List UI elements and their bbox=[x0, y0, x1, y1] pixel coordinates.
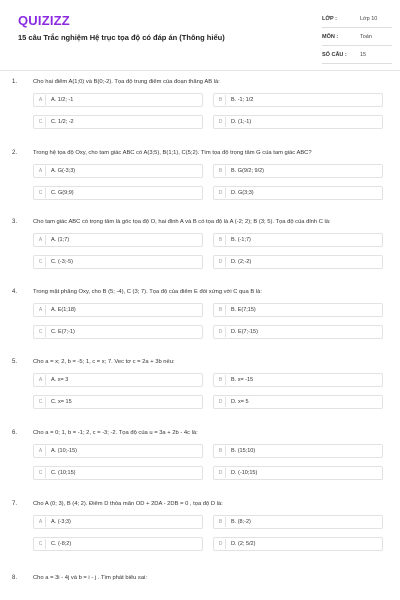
question-text: Cho tam giác ABC có trọng tâm là gốc tọa độ O, hai đỉnh A và B có tọa độ là A (-2; 2); B (3; 5). Tọa độ của đỉnh C là: bbox=[33, 219, 331, 225]
question-number: 6. bbox=[12, 430, 18, 436]
answer-option-b[interactable] bbox=[213, 93, 383, 107]
question-text: Trong mặt phẳng Oxy, cho B (5; -4), C (3; 7). Tọa độ của điểm E đối xứng với C qua B là: bbox=[33, 289, 262, 295]
option-text: C. (-3;-5) bbox=[51, 259, 73, 265]
question-item bbox=[0, 150, 400, 210]
option-text: A. E(1;18) bbox=[51, 307, 76, 313]
answer-option-a[interactable] bbox=[33, 233, 203, 247]
option-text: A. (-3;3) bbox=[51, 519, 71, 525]
option-letter-badge: C bbox=[36, 397, 46, 407]
question-text: Cho a = 3i - 4j và b = i - j . Tìm phát biểu sai: bbox=[33, 575, 147, 581]
option-letter-badge: D bbox=[216, 397, 226, 407]
question-number: 7. bbox=[12, 501, 18, 507]
option-letter-badge: D bbox=[216, 188, 226, 198]
meta-value: Lớp 10 bbox=[360, 15, 378, 22]
question-item bbox=[0, 289, 400, 349]
answer-option-a[interactable] bbox=[33, 303, 203, 317]
answer-option-d[interactable] bbox=[213, 255, 383, 269]
answer-option-d[interactable] bbox=[213, 395, 383, 409]
option-letter-badge: C bbox=[36, 327, 46, 337]
option-letter-badge: A bbox=[36, 517, 46, 527]
option-letter-badge: A bbox=[36, 305, 46, 315]
option-text: B. x= -15 bbox=[231, 377, 254, 383]
question-item bbox=[0, 575, 400, 600]
option-letter-badge: B bbox=[216, 517, 226, 527]
option-letter-badge: B bbox=[216, 166, 226, 176]
option-text: B. (8;-2) bbox=[231, 519, 251, 525]
option-text: C. G(9;9) bbox=[51, 190, 74, 196]
meta-value: Toán bbox=[360, 33, 372, 40]
option-text: B. (15;10) bbox=[231, 448, 256, 454]
option-letter-badge: D bbox=[216, 117, 226, 127]
answer-option-a[interactable] bbox=[33, 373, 203, 387]
quizizz-logo[interactable]: QUIZIZZ bbox=[18, 13, 70, 28]
question-number: 2. bbox=[12, 150, 18, 156]
meta-key: MÔN : bbox=[322, 33, 339, 40]
option-letter-badge: C bbox=[36, 257, 46, 267]
option-letter-badge: D bbox=[216, 257, 226, 267]
question-item bbox=[0, 79, 400, 139]
question-text: Cho A (0; 3), B (4; 2). Điểm D thỏa mãn OD + 2DA - 2DB = 0 , tọa độ D là: bbox=[33, 501, 223, 507]
question-item bbox=[0, 359, 400, 419]
question-number: 1. bbox=[12, 79, 18, 85]
option-text: D. E(7;-15) bbox=[231, 329, 258, 335]
option-text: D. (1;-1) bbox=[231, 119, 252, 125]
option-text: D. (2;-2) bbox=[231, 259, 252, 265]
meta-key: SỐ CÂU : bbox=[322, 51, 347, 58]
option-text: D. G(3;3) bbox=[231, 190, 254, 196]
answer-option-b[interactable] bbox=[213, 515, 383, 529]
answer-option-c[interactable] bbox=[33, 255, 203, 269]
answer-option-d[interactable] bbox=[213, 466, 383, 480]
option-text: A. x= 3 bbox=[51, 377, 69, 383]
answer-option-b[interactable] bbox=[213, 444, 383, 458]
option-text: C. E(7;-1) bbox=[51, 329, 75, 335]
question-item bbox=[0, 430, 400, 490]
option-letter-badge: D bbox=[216, 539, 226, 549]
option-text: A. G(-3;3) bbox=[51, 168, 76, 174]
option-text: D. x= 5 bbox=[231, 399, 249, 405]
option-letter-badge: B bbox=[216, 95, 226, 105]
option-letter-badge: C bbox=[36, 468, 46, 478]
answer-option-d[interactable] bbox=[213, 325, 383, 339]
option-letter-badge: D bbox=[216, 468, 226, 478]
option-text: A. 1/2; -1 bbox=[51, 97, 74, 103]
option-text: B. (-1;7) bbox=[231, 237, 251, 243]
option-letter-badge: B bbox=[216, 305, 226, 315]
answer-option-a[interactable] bbox=[33, 515, 203, 529]
meta-row-count bbox=[322, 46, 392, 64]
answer-option-b[interactable] bbox=[213, 233, 383, 247]
option-letter-badge: A bbox=[36, 235, 46, 245]
question-number: 5. bbox=[12, 359, 18, 365]
question-number: 4. bbox=[12, 289, 18, 295]
option-letter-badge: A bbox=[36, 95, 46, 105]
answer-option-c[interactable] bbox=[33, 537, 203, 551]
answer-option-d[interactable] bbox=[213, 537, 383, 551]
option-letter-badge: C bbox=[36, 117, 46, 127]
option-text: C. (-8;2) bbox=[51, 541, 72, 547]
question-item bbox=[0, 219, 400, 279]
page-header bbox=[0, 0, 400, 70]
option-letter-badge: B bbox=[216, 446, 226, 456]
question-text: Cho a = 0; 1, b = -1; 2, c = -3; -2. Tọa độ của u = 3a + 2b - 4c là: bbox=[33, 430, 198, 436]
option-letter-badge: A bbox=[36, 166, 46, 176]
answer-option-b[interactable] bbox=[213, 373, 383, 387]
option-text: D. (-10;15) bbox=[231, 470, 258, 476]
answer-option-c[interactable] bbox=[33, 395, 203, 409]
answer-option-b[interactable] bbox=[213, 303, 383, 317]
page-title: 15 câu Trắc nghiệm Hệ trục tọa độ có đáp án (Thông hiểu) bbox=[18, 33, 225, 42]
header-divider bbox=[0, 70, 400, 71]
option-text: B. G(9/2; 9/2) bbox=[231, 168, 265, 174]
question-text: Trong hệ tọa độ Oxy, cho tam giác ABC có A(3;5), B(1;1), C(5;2). Tìm tọa độ trọng tâm G của tam giác ABC? bbox=[33, 150, 312, 156]
answer-option-c[interactable] bbox=[33, 186, 203, 200]
option-letter-badge: A bbox=[36, 446, 46, 456]
option-letter-badge: C bbox=[36, 539, 46, 549]
answer-option-b[interactable] bbox=[213, 164, 383, 178]
option-text: D. (2; 5/2) bbox=[231, 541, 256, 547]
meta-panel bbox=[322, 10, 392, 64]
meta-value: 15 bbox=[360, 51, 367, 58]
question-number: 8. bbox=[12, 575, 18, 581]
option-letter-badge: C bbox=[36, 188, 46, 198]
question-text: Cho a = x; 2, b = -5; 1, c = x; 7. Vec tơ c = 2a + 3b nếu: bbox=[33, 359, 175, 365]
answer-option-c[interactable] bbox=[33, 115, 203, 129]
answer-option-a[interactable] bbox=[33, 93, 203, 107]
option-letter-badge: B bbox=[216, 235, 226, 245]
option-text: B. -1; 1/2 bbox=[231, 97, 254, 103]
option-text: C. (10;15) bbox=[51, 470, 76, 476]
answer-option-d[interactable] bbox=[213, 186, 383, 200]
option-letter-badge: B bbox=[216, 375, 226, 385]
option-letter-badge: D bbox=[216, 327, 226, 337]
question-text: Cho hai điểm A(1;0) và B(0;-2). Tọa độ trung điểm của đoạn thẳng AB là: bbox=[33, 79, 220, 85]
option-text: A. (10;-15) bbox=[51, 448, 77, 454]
meta-row-class bbox=[322, 10, 392, 28]
answer-option-a[interactable] bbox=[33, 164, 203, 178]
answer-option-c[interactable] bbox=[33, 325, 203, 339]
answer-option-a[interactable] bbox=[33, 444, 203, 458]
option-letter-badge: A bbox=[36, 375, 46, 385]
answer-option-c[interactable] bbox=[33, 466, 203, 480]
answer-option-d[interactable] bbox=[213, 115, 383, 129]
meta-key: LỚP : bbox=[322, 15, 337, 22]
question-item bbox=[0, 501, 400, 561]
option-text: C. x= 15 bbox=[51, 399, 72, 405]
option-text: B. E(7;15) bbox=[231, 307, 256, 313]
question-number: 3. bbox=[12, 219, 18, 225]
option-text: C. 1/2; -2 bbox=[51, 119, 74, 125]
meta-row-subject bbox=[322, 28, 392, 46]
option-text: A. (1;7) bbox=[51, 237, 70, 243]
